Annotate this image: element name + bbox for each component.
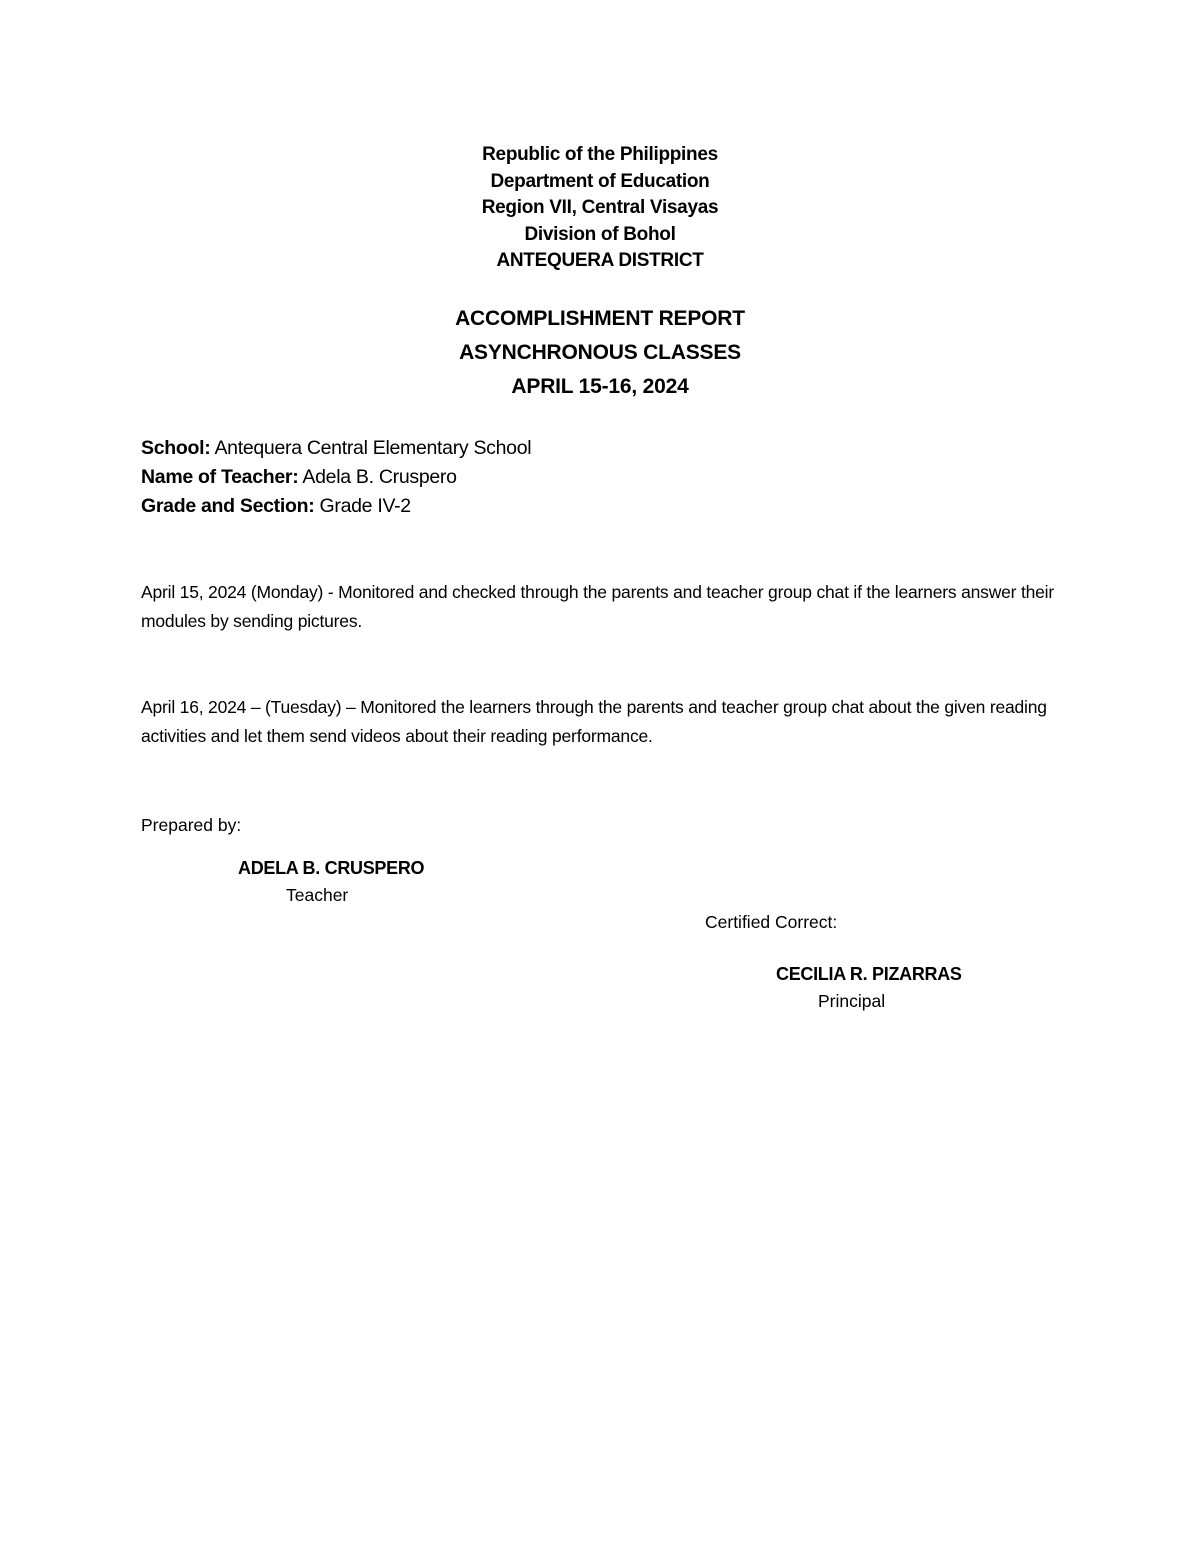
grade-section-line bbox=[141, 492, 1041, 521]
grade-section-label: Grade and Section: bbox=[141, 495, 315, 517]
report-title bbox=[0, 302, 1200, 404]
school-label: School: bbox=[141, 437, 211, 459]
principal-signatory-name: CECILIA R. PIZARRAS bbox=[776, 964, 962, 984]
principal-signatory-role: Principal bbox=[818, 991, 886, 1011]
report-title-subtitle: ASYNCHRONOUS CLASSES bbox=[459, 341, 741, 364]
letterhead-district: ANTEQUERA DISTRICT bbox=[496, 250, 704, 271]
report-title-main: ACCOMPLISHMENT REPORT bbox=[455, 307, 745, 330]
school-value: Antequera Central Elementary School bbox=[210, 437, 532, 459]
teacher-label: Name of Teacher: bbox=[141, 466, 299, 488]
school-line bbox=[141, 434, 1041, 463]
prepared-by-label: Prepared by: bbox=[141, 815, 242, 835]
teacher-signatory-name: ADELA B. CRUSPERO bbox=[238, 858, 425, 878]
report-title-date: APRIL 15-16, 2024 bbox=[511, 375, 689, 398]
teacher-line bbox=[141, 463, 1041, 492]
entry-april-15: April 15, 2024 (Monday) - Monitored and checked through the parents and teacher group chat if the learners answer their modules by sending pictures. bbox=[141, 582, 1054, 631]
letterhead bbox=[0, 142, 1200, 275]
letterhead-republic: Republic of the Philippines bbox=[482, 144, 718, 165]
teacher-signatory-role: Teacher bbox=[286, 885, 349, 905]
certified-correct-label: Certified Correct: bbox=[705, 912, 838, 932]
grade-section-value: Grade IV-2 bbox=[314, 495, 411, 517]
letterhead-region: Region VII, Central Visayas bbox=[481, 197, 719, 218]
teacher-value: Adela B. Cruspero bbox=[298, 466, 457, 488]
entry-april-16: April 16, 2024 – (Tuesday) – Monitored the learners through the parents and teacher group chat about the given reading activities and let them send videos about their reading performance. bbox=[141, 697, 1047, 746]
letterhead-division: Division of Bohol bbox=[524, 223, 676, 245]
letterhead-department: Department of Education bbox=[490, 170, 710, 192]
report-info bbox=[141, 434, 1041, 521]
